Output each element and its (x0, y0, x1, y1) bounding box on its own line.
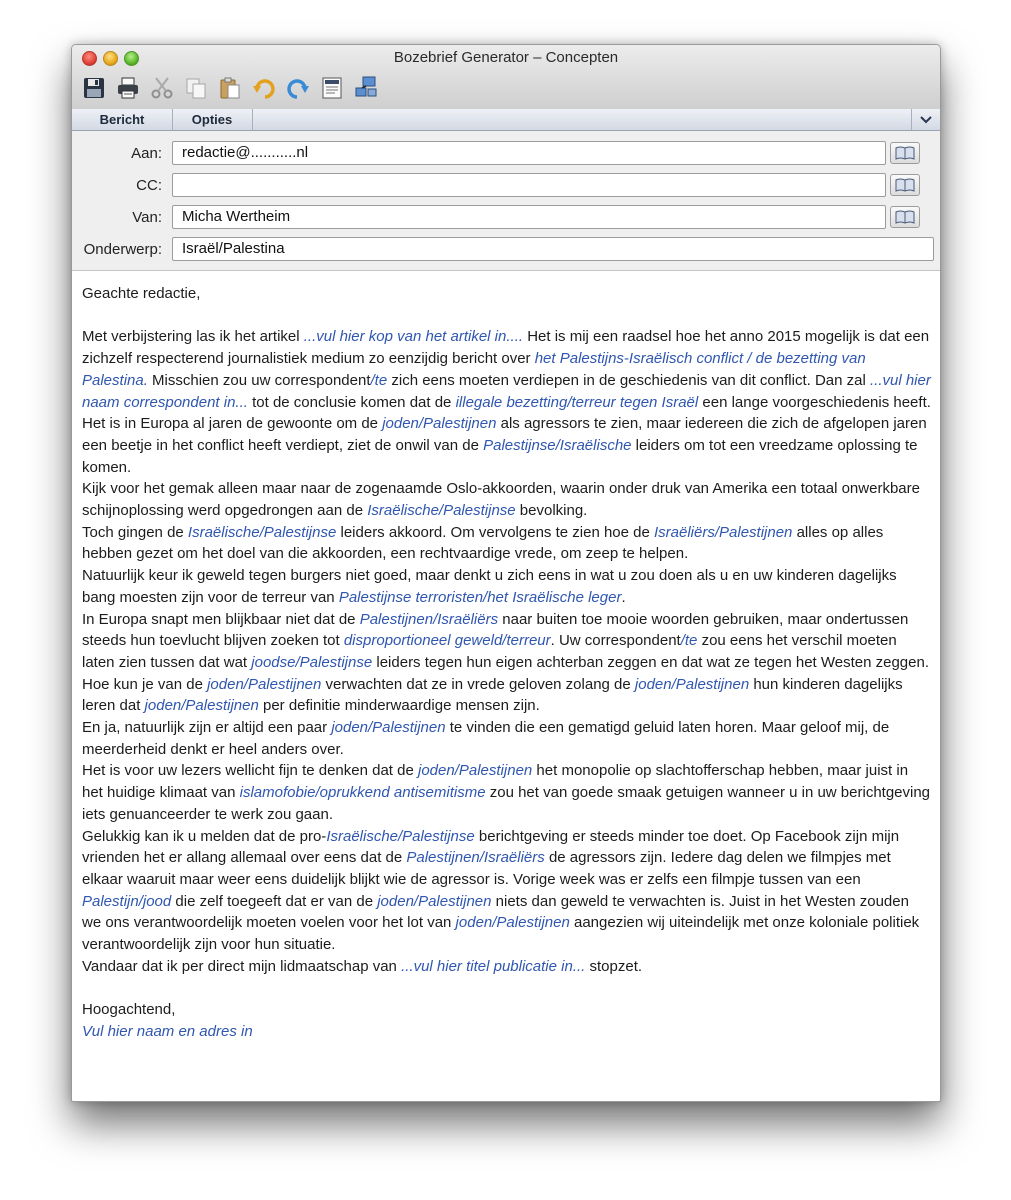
letter-text: Het is mij een raadsel hoe het anno 2015 mogelijk is dat een zichzelf respecterend journalistiek medium zo eenzijdig bericht over (82, 328, 930, 368)
letter-text: Met verbijstering las ik het artikel (82, 328, 304, 346)
copy-button[interactable] (182, 74, 209, 101)
letter-paragraph (82, 565, 932, 608)
cut-button[interactable] (148, 74, 175, 101)
placeholder-text: joden/Palestijnen (377, 892, 492, 910)
placeholder-text: joden/Palestijnen (207, 675, 322, 693)
undo-button[interactable] (250, 74, 277, 101)
placeholder-text: Palestijn/jood (82, 892, 172, 910)
paste-icon (218, 76, 242, 100)
redo-icon (286, 76, 310, 100)
to-label: Aan: (131, 145, 162, 162)
letter-text: tot de conclusie komen dat de (247, 393, 456, 411)
letter-text: aangezien wij uiteindelijk met onze koloniale politiek verantwoordelijk zijn voor hun situatie. (82, 914, 920, 954)
print-icon (116, 76, 140, 100)
from-field[interactable]: Micha Wertheim (172, 205, 886, 229)
chevron-down-icon (920, 116, 932, 124)
letter-text: Vandaar dat ik per direct mijn lidmaatschap van (82, 957, 402, 975)
letter-text: die zelf toegeeft dat er van de (171, 892, 378, 910)
placeholder-text: joden/Palestijnen (418, 762, 533, 780)
letter-text: zou eens het verschil moeten laten zien tussen dat wat (82, 632, 897, 671)
placeholder-text: joden/Palestijnen (144, 697, 259, 715)
letter-text: alles op alles hebben gezet om het doel van die akkoorden, een rechtvaardige vrede, om zeep te helpen. (82, 523, 884, 563)
letter-text: het monopolie op slachtofferschap hebben, maar juist in het huidige klimaat van (82, 762, 909, 802)
placeholder-text: ...vul hier titel publicatie in... (401, 957, 586, 975)
placeholder-text: ...vul hier naam correspondent in... (82, 371, 931, 411)
network-icon (354, 76, 378, 100)
redo-button[interactable] (284, 74, 311, 101)
placeholder-text: het Palestijns-Israëlisch conflict / de bezetting van Palestina. (82, 350, 866, 389)
address-book-icon (895, 210, 915, 224)
letter-text: Toch gingen de (82, 523, 188, 541)
letter-text: Gelukkig kan ik u melden dat de pro- (82, 827, 327, 845)
placeholder-text: Israëlische/Palestijnse (326, 827, 475, 845)
cc-row (72, 173, 940, 199)
letter-text: stopzet. (585, 957, 643, 975)
letter-text: te vinden die een gematigd geluid laten horen. Maar geloof mij, de meerderheid denkt er heel anders over. (82, 719, 890, 758)
letter-paragraph (82, 326, 932, 478)
letter-text: hun kinderen dagelijks leren dat (82, 675, 903, 715)
from-label: Van: (132, 209, 162, 226)
letter-text: . (621, 588, 626, 606)
subject-row (72, 237, 940, 263)
letter-text: En ja, natuurlijk zijn er altijd een paar (82, 719, 332, 737)
placeholder-text: Palestijnen/Israëliërs (359, 610, 499, 628)
letter-paragraph (82, 478, 932, 521)
letter-text: berichtgeving er steeds minder toe doet. Op Facebook zijn mijn vrienden het er allang allemaal over eens dat de (82, 827, 900, 867)
from-address-book-button[interactable] (890, 206, 920, 228)
placeholder-text: ...vul hier kop van het artikel in.... (303, 328, 524, 346)
letter-text: leiders om tot een vreedzame oplossing te komen. (82, 436, 918, 476)
placeholder-text: /te (370, 371, 388, 389)
letter-paragraph (82, 717, 932, 760)
message-body[interactable] (82, 283, 932, 1043)
subject-field[interactable]: Israël/Palestina (172, 237, 934, 261)
cc-address-book-button[interactable] (890, 174, 920, 196)
from-row (72, 205, 940, 231)
to-field[interactable]: redactie@...........nl (172, 141, 886, 165)
copy-icon (184, 76, 208, 100)
cc-label: CC: (136, 177, 162, 194)
to-address-book-button[interactable] (890, 142, 920, 164)
tab-opties[interactable]: Opties (172, 109, 253, 130)
letter-text: verwachten dat ze in vrede geloven zolang de (321, 675, 635, 693)
print-button[interactable] (114, 74, 141, 101)
letter-paragraph (82, 956, 932, 978)
placeholder-text: joden/Palestijnen (382, 415, 497, 433)
document-button[interactable] (318, 74, 345, 101)
letter-text: Het is voor uw lezers wellicht fijn te denken dat de (82, 762, 418, 780)
message-header (72, 131, 940, 271)
document-icon (320, 76, 344, 100)
paste-button[interactable] (216, 74, 243, 101)
toolbar (80, 74, 379, 104)
placeholder-text: Israëlische/Palestijnse (367, 502, 516, 520)
placeholder-text: Israëlische/Palestijnse (187, 523, 337, 541)
network-button[interactable] (352, 74, 379, 101)
address-book-icon (895, 146, 915, 160)
placeholder-text: islamofobie/oprukkend antisemitisme (239, 784, 486, 802)
subject-label: Onderwerp: (83, 241, 162, 258)
placeholder-text: Israëliërs/Palestijnen (654, 523, 793, 541)
letter-text: leiders akkoord. Om vervolgens te zien hoe de (336, 523, 654, 541)
letter-text: leiders tegen hun eigen achterban zeggen en dat wat ze tegen het Westen zeggen. Hoe kun je van de (82, 653, 929, 693)
placeholder-text: Palestijnen/Israëliërs (406, 849, 545, 867)
tab-bar (72, 109, 940, 131)
cc-field[interactable] (172, 173, 886, 197)
placeholder-text: Palestijnse/Israëlische (483, 436, 632, 454)
letter-text: Kijk voor het gemak alleen maar naar de zogenaamde Oslo-akkoorden, waarin onder druk van Amerika een totaal onwerkbare schijnoplossing werd opgedrongen aan de (82, 480, 920, 520)
letter-text: als agressors te zien, maar iedereen die zich de afgelopen jaren een beetje in het conflict heeft verdiept, ziet de onwil van de (82, 415, 927, 454)
placeholder-text: /te (680, 632, 698, 650)
letter-text: naar buiten toe mooie woorden gebruiken, maar ondertussen steeds hun toevlucht blijven zoeken tot (82, 610, 909, 650)
letter-text: . Uw correspondent (550, 632, 681, 650)
letter-text: bevolking. (515, 502, 588, 520)
address-book-icon (895, 178, 915, 192)
placeholder-text: joodse/Palestijnse (251, 653, 373, 671)
placeholder-text: joden/Palestijnen (331, 719, 446, 737)
save-button[interactable] (80, 74, 107, 101)
cut-icon (150, 76, 174, 100)
letter-text: een lange voorgeschiedenis heeft. Het is in Europa al jaren de gewoonte om de (82, 393, 931, 433)
letter-text: In Europa snapt men blijkbaar niet dat de (82, 610, 360, 628)
letter-text: per definitie minderwaardige mensen zijn. (258, 697, 540, 715)
placeholder-text: joden/Palestijnen (634, 675, 750, 693)
letter-text: zich eens moeten verdiepen in de geschiedenis van dit conflict. Dan zal (387, 371, 870, 389)
letter-text: zou het van goede smaak getuigen wanneer u in uw berichtgeving iets genuanceerder te werk zou gaan. (82, 784, 931, 823)
letter-signature-placeholder: Vul hier naam en adres in (82, 1022, 253, 1040)
window-title: Bozebrief Generator – Concepten (393, 49, 619, 66)
tab-bericht[interactable]: Bericht (72, 109, 173, 130)
to-row (72, 141, 940, 167)
letter-paragraph (82, 760, 932, 825)
letter-text: Misschien zou uw correspondent (147, 371, 371, 389)
letter-greeting: Geachte redactie, (82, 285, 201, 302)
placeholder-text: joden/Palestijnen (455, 914, 570, 932)
placeholder-text: disproportioneel geweld/terreur (343, 632, 551, 650)
letter-paragraph (82, 826, 932, 956)
letter-paragraph (82, 609, 932, 718)
placeholder-text: Palestijnse terroristen/het Israëlische leger (338, 588, 622, 606)
mail-window (71, 44, 941, 1102)
letter-paragraph (82, 522, 932, 565)
letter-closing: Hoogachtend, (82, 1001, 176, 1019)
letter-text: niets dan geweld te verwachten is. Juist in het Westen zouden we ons verantwoordelijk moeten voelen voor het lot van (82, 892, 909, 932)
save-icon (82, 76, 106, 100)
placeholder-text: illegale bezetting/terreur tegen Israël (455, 393, 699, 411)
letter-text: de agressors zijn. Iedere dag delen we filmpjes met elkaar waaruit maar weer eens duidelijk blijkt wie de agressor is. Vorige week was er zelfs een filmpje tussen van een (82, 849, 891, 888)
undo-icon (252, 76, 276, 100)
titlebar (72, 45, 940, 110)
letter-paragraphs (82, 326, 932, 977)
letter-text: Natuurlijk keur ik geweld tegen burgers niet goed, maar denkt u zich eens in wat u zou doen als u en uw kinderen dagelijks bang moesten zijn voor de terreur van (82, 567, 897, 606)
tabbar-menu-button[interactable] (911, 109, 940, 130)
